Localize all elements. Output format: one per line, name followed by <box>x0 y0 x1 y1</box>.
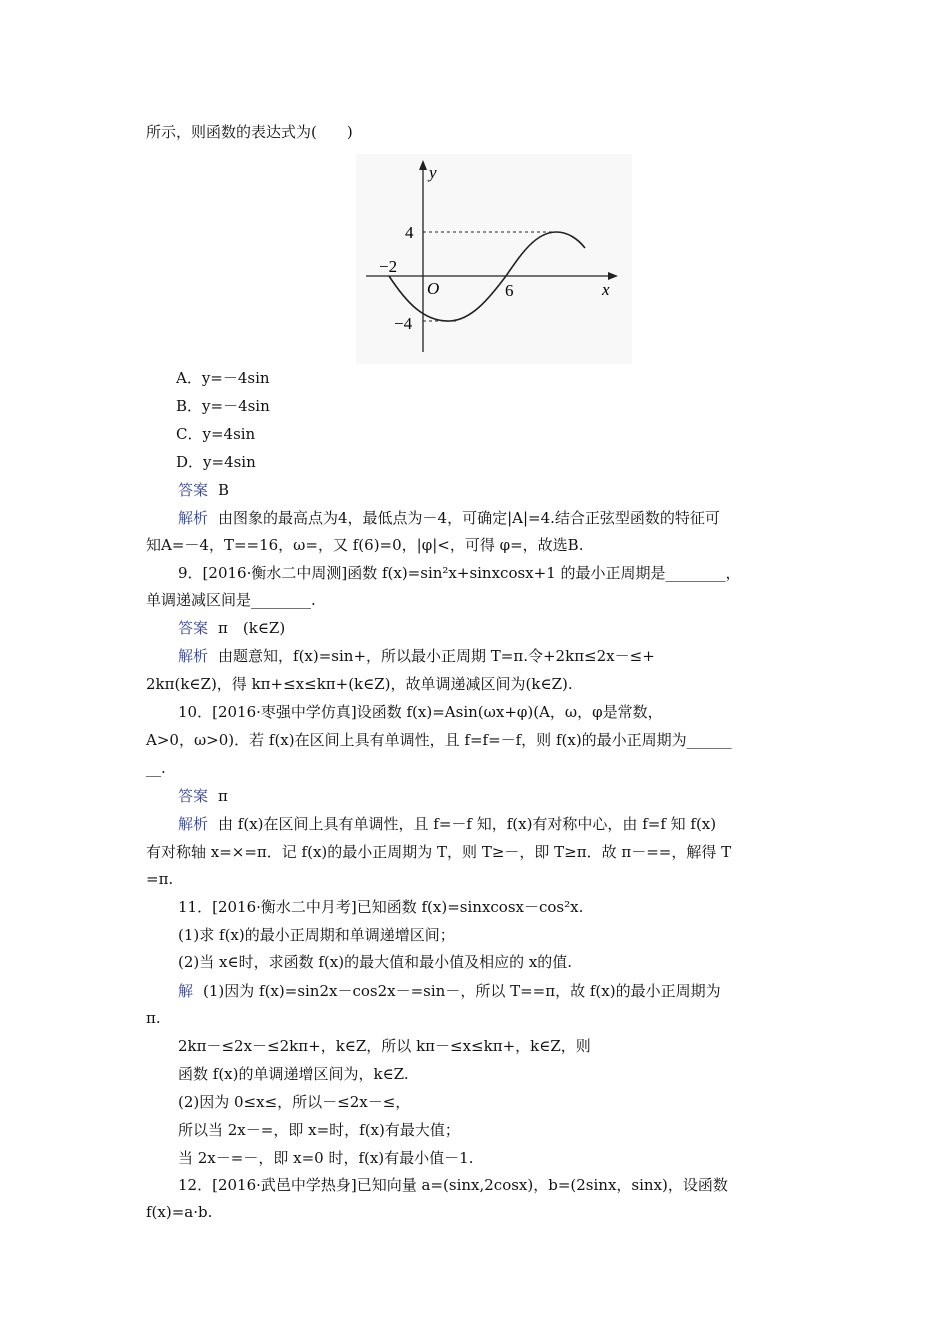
analysis-8-line1: 解析 由图象的最高点为4，最低点为－4，可确定|A|=4.结合正弦型函数的特征可 <box>178 509 720 527</box>
analysis-9-line2: 2kπ(k∈Z)，得 kπ+≤x≤kπ+(k∈Z)，故单调递减区间为(k∈Z). <box>146 675 573 693</box>
analysis-8-line2: 知A=－4，T==16，ω=，又 f(6)=0，|φ|<，可得 φ=，故选B. <box>146 536 584 554</box>
answer-value: π (k∈Z) <box>218 619 286 637</box>
q10-line3: __. <box>146 759 166 777</box>
analysis-label: 解析 <box>178 815 209 833</box>
q11-part1: (1)求 f(x)的最小正周期和单调递增区间； <box>178 926 455 944</box>
answer-label: 答案 <box>178 481 209 499</box>
q9-line2: 单调递减区间是________. <box>146 591 316 609</box>
answer-label: 答案 <box>178 619 209 637</box>
option-d: D．y=4sin <box>176 453 256 471</box>
x-axis-label: x <box>602 280 610 299</box>
q12-line1: 12．[2016·武邑中学热身]已知向量 a=(sinx,2cosx)，b=(2sinx，sinx)，设函数 <box>178 1176 728 1194</box>
origin-label: O <box>427 279 440 298</box>
q11-part2: (2)当 x∈时，求函数 f(x)的最大值和最小值及相应的 x的值. <box>178 953 573 971</box>
solution-11-line6: 所以当 2x－=，即 x=时，f(x)有最大值； <box>178 1121 460 1139</box>
solution-11-line1: 解 (1)因为 f(x)=sin2x－cos2x－=sin－，所以 T==π，故 f(x)的最小正周期为 <box>178 982 721 1000</box>
option-a: A．y=－4sin <box>176 369 270 387</box>
max-label: 4 <box>405 223 414 242</box>
answer-label: 答案 <box>178 787 209 805</box>
option-c: C．y=4sin <box>176 425 256 443</box>
q10-line2: A>0，ω>0)．若 f(x)在区间上具有单调性，且 f=f=－f，则 f(x)的最小正周期为______ <box>146 731 732 749</box>
solution-label: 解 <box>178 982 194 1000</box>
analysis-10-line2: 有对称轴 x=×=π．记 f(x)的最小正周期为 T，则 T≥－，即 T≥π．故 π－==，解得 T <box>146 843 732 861</box>
solution-11-line2: π. <box>146 1009 161 1027</box>
x-axis-arrow-icon <box>608 272 618 280</box>
q8-stem-tail: 所示，则函数的表达式为( ) <box>146 123 353 141</box>
q11-line1: 11．[2016·衡水二中月考]已知函数 f(x)=sinxcosx－cos²x. <box>178 898 584 916</box>
y-axis-label: y <box>429 163 437 182</box>
answer-10 <box>178 785 228 807</box>
left-zero-label: −2 <box>379 257 398 276</box>
answer-value: B <box>218 481 230 499</box>
analysis-10-line3: =π. <box>146 870 174 888</box>
solution-11-line4: 函数 f(x)的单调递增区间为，k∈Z. <box>178 1065 409 1083</box>
q12-line2: f(x)=a·b. <box>146 1203 213 1221</box>
analysis-9-line1: 解析 由题意知，f(x)=sin+，所以最小正周期 T=π.令+2kπ≤2x－≤+ <box>178 647 655 665</box>
answer-value: π <box>218 787 228 805</box>
solution-11-line3: 2kπ－≤2x－≤2kπ+，k∈Z，所以 kπ－≤x≤kπ+，k∈Z，则 <box>178 1037 591 1055</box>
sine-graph <box>356 154 632 364</box>
analysis-label: 解析 <box>178 647 209 665</box>
sine-graph-figure <box>356 154 632 364</box>
q9-line1: 9．[2016·衡水二中周测]函数 f(x)=sin²x+sinxcosx+1 的最小正周期是________， <box>178 564 741 582</box>
right-zero-label: 6 <box>505 281 514 300</box>
solution-11-line7: 当 2x－=－，即 x=0 时，f(x)有最小值－1. <box>178 1149 474 1167</box>
analysis-10-line1: 解析 由 f(x)在区间上具有单调性，且 f=－f 知，f(x)有对称中心，由 f=f 知 f(x) <box>178 815 717 833</box>
y-axis-arrow-icon <box>419 160 427 170</box>
q10-line1: 10．[2016·枣强中学仿真]设函数 f(x)=Asin(ωx+φ)(A，ω，φ是常数， <box>178 703 663 721</box>
answer-8 <box>178 479 229 501</box>
analysis-label: 解析 <box>178 509 209 527</box>
solution-11-line5: (2)因为 0≤x≤，所以－≤2x－≤， <box>178 1093 411 1111</box>
option-b: B．y=－4sin <box>176 397 270 415</box>
min-label: −4 <box>394 314 413 333</box>
answer-9 <box>178 617 285 639</box>
